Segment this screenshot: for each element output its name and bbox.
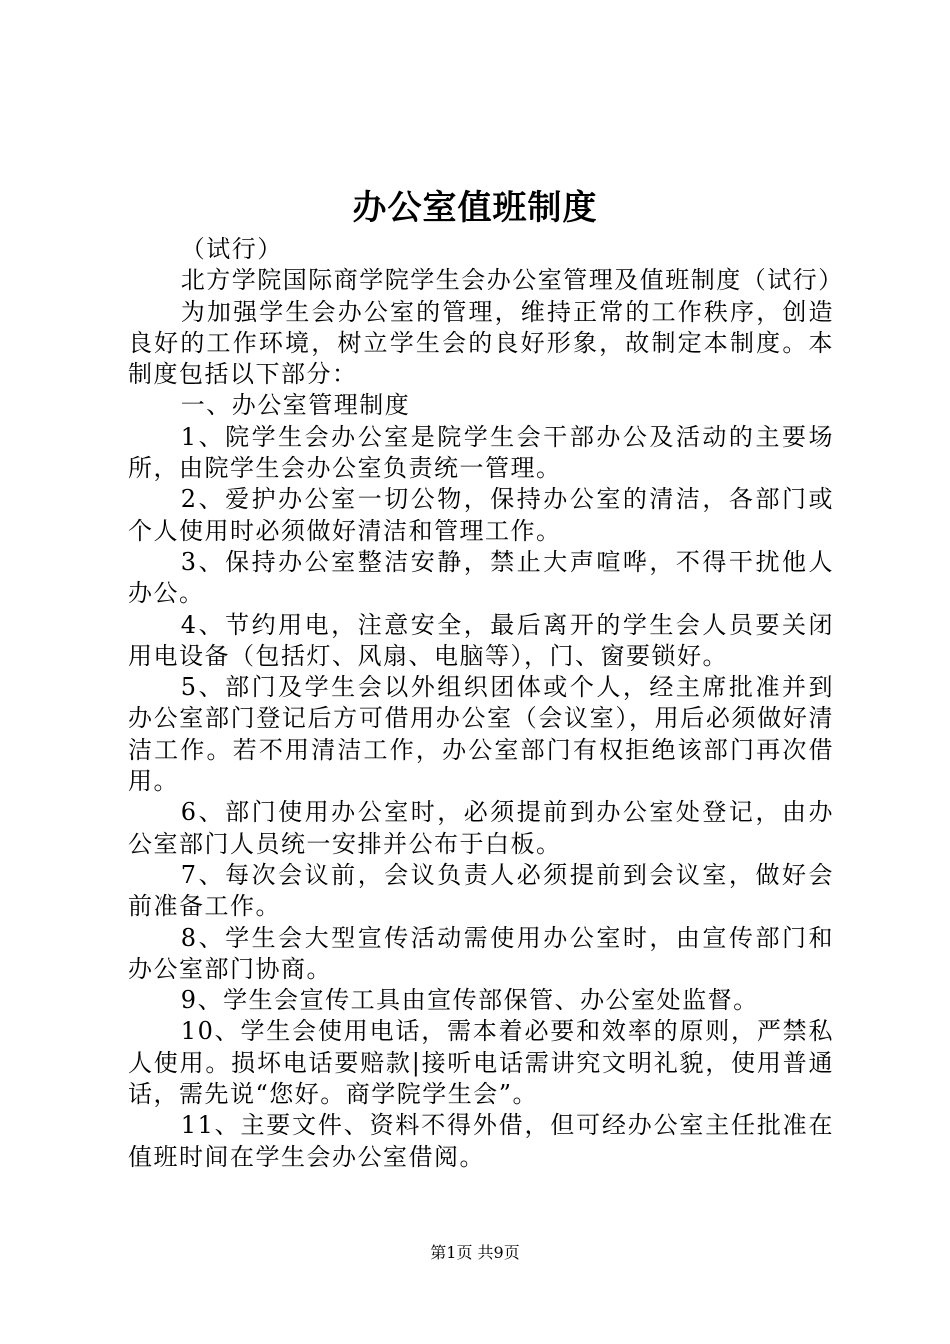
- rule-item-1: 1、院学生会办公室是院学生会干部办公及活动的主要场所，由院学生会办公室负责统一管理。: [128, 422, 834, 483]
- rule-item-10: 10、学生会使用电话，需本着必要和效率的原则，严禁私人使用。损坏电话要赔款|接听电话需讲究文明礼貌，使用普通话，需先说“您好。商学院学生会”。: [128, 1017, 834, 1109]
- document-body: [128, 234, 844, 1173]
- paragraph-subtitle: 北方学院国际商学院学生会办公室管理及值班制度（试行）: [180, 266, 844, 295]
- paragraph-trial-note: （试行）: [180, 235, 283, 263]
- rule-item-11: 11、主要文件、资料不得外借，但可经办公室主任批准在值班时间在学生会办公室借阅。: [128, 1111, 834, 1171]
- paragraph-intro: 为加强学生会办公室的管理，维持正常的工作秩序，创造良好的工作环境，树立学生会的良好形象，故制定本制度。本制度包括以下部分：: [128, 297, 834, 389]
- rule-item-6: 6、部门使用办公室时，必须提前到办公室处登记，由办公室部门人员统一安排并公布于白板。: [128, 798, 834, 858]
- rule-item-9: 9、学生会宣传工具由宣传部保管、办公室处监督。: [180, 986, 759, 1015]
- document-title: 办公室值班制度: [352, 188, 598, 228]
- rule-item-7: 7、每次会议前，会议负责人必须提前到会议室，做好会前准备工作。: [128, 860, 834, 921]
- rule-item-2: 2、爱护办公室一切公物，保持办公室的清洁，各部门或个人使用时必须做好清洁和管理工作。: [128, 485, 834, 545]
- rule-item-3: 3、保持办公室整洁安静，禁止大声喧哗，不得干扰他人办公。: [128, 547, 834, 608]
- rule-item-8: 8、学生会大型宣传活动需使用办公室时，由宣传部门和办公室部门协商。: [128, 923, 834, 983]
- rule-item-4: 4、节约用电，注意安全，最后离开的学生会人员要关闭用电设备（包括灯、风扇、电脑等），门、窗要锁好。: [128, 610, 834, 670]
- page-footer: 第1页 共9页: [430, 1243, 520, 1262]
- rule-item-5: 5、部门及学生会以外组织团体或个人，经主席批准并到办公室部门登记后方可借用办公室（会议室），用后必须做好清洁工作。若不用清洁工作，办公室部门有权拒绝该部门再次借用。: [128, 673, 834, 796]
- section-heading: 一、办公室管理制度: [180, 391, 411, 420]
